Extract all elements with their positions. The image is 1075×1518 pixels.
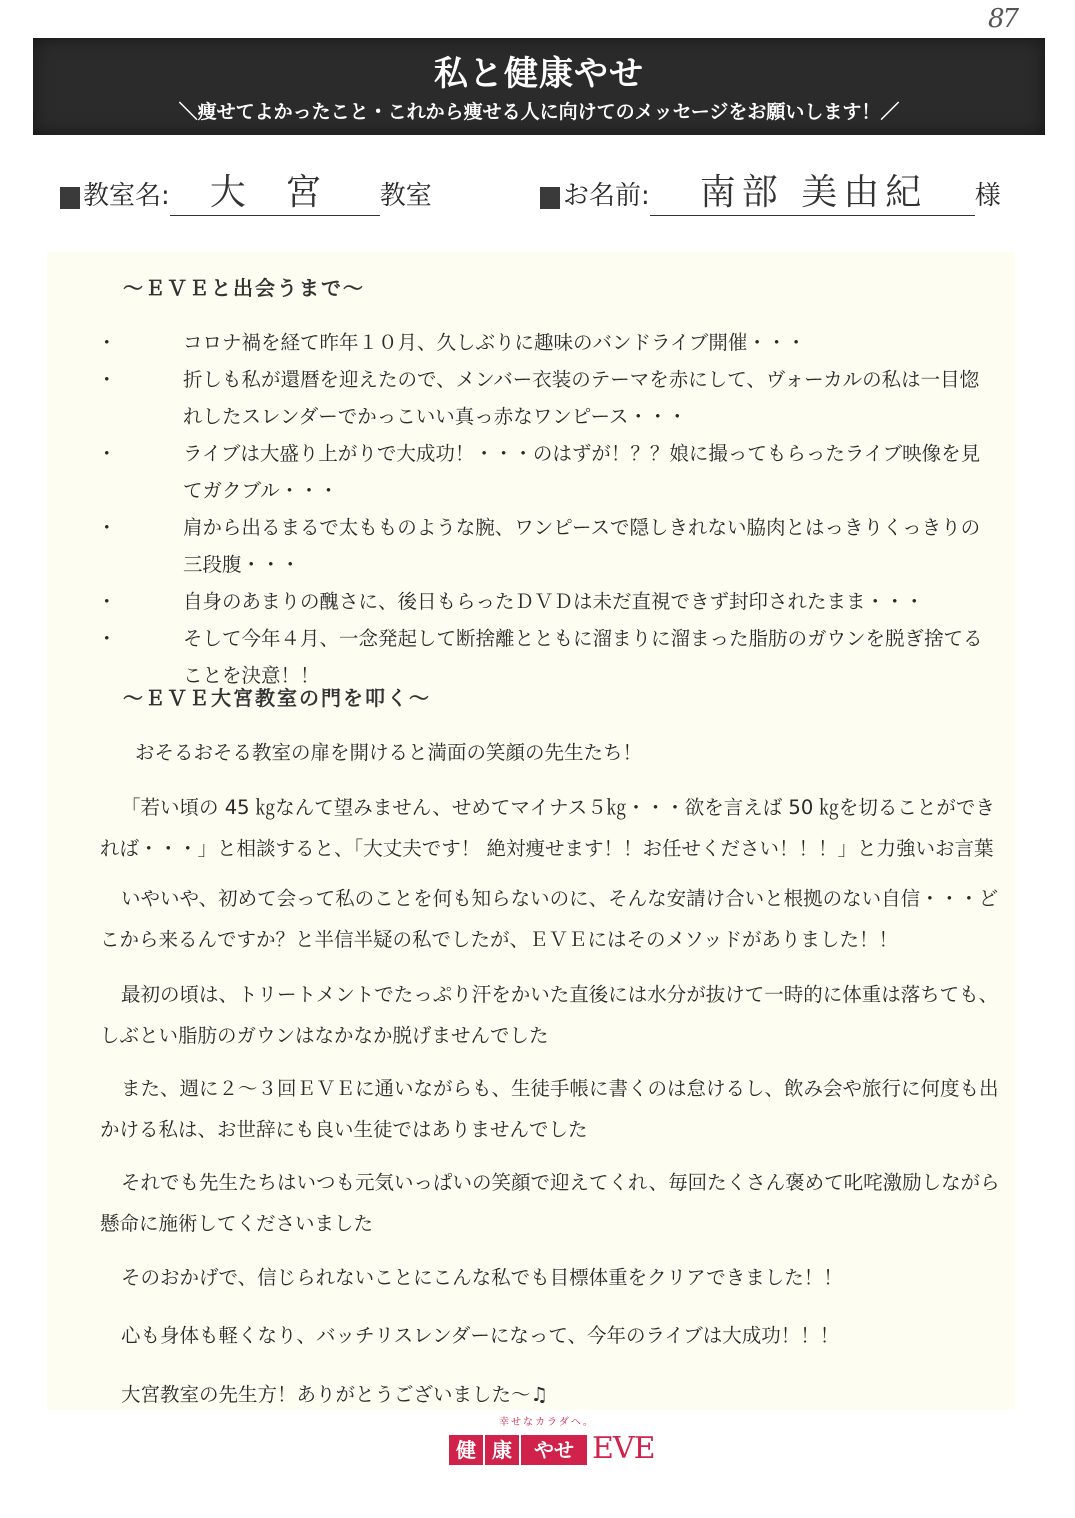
list-item-text: 肩から出るまるで太もものような腕、ワンピースで隠しきれない脇肉とはっきりくっきりの三段腹・・・ — [183, 516, 981, 576]
paragraph: それでも先生たちはいつも元気いっぱいの笑顔で迎えてくれ、毎回たくさん褒めて叱咤激励しながら懸命に施術してくださいました — [100, 1171, 1000, 1235]
square-bullet-icon — [540, 187, 560, 209]
list-item-text: そして今年４月、一念発起して断捨離とともに溜まりに溜まった脂肪のガウンを脱ぎ捨てることを決意！！ — [183, 627, 983, 687]
logo-tagline: 幸せなカラダへ。 — [499, 1417, 595, 1428]
name-value: 南部 美由紀 — [650, 171, 975, 216]
logo-eve-wordmark: EVE — [592, 1431, 655, 1466]
logo-box-ken: 健 — [449, 1435, 483, 1465]
form-info-row — [60, 170, 1020, 222]
paragraph: 大宮教室の先生方！ありがとうございました～♫ — [121, 1383, 548, 1406]
paragraph: おそるおそる教室の扉を開けると満面の笑顔の先生たち！ — [135, 741, 643, 764]
header-banner — [33, 38, 1045, 135]
paragraph: また、週に２～３回ＥＶＥに通いながらも、生徒手帳に書くのは怠けるし、飲み会や旅行に何度も出かける私は、お世辞にも良い生徒ではありませんでした — [100, 1077, 999, 1141]
bullet-dot-icon: ・ — [97, 516, 117, 539]
section-heading-before-eve: ～ＥＶＥと出会うまで～ — [123, 276, 365, 300]
classroom-value: 大 宮 — [170, 171, 380, 216]
name-label: お名前: — [563, 181, 650, 211]
list-item-text: ライブは大盛り上がりで大成功！・・・のはずが！？？娘に撮ってもらったライブ映像を見てガクブル・・・ — [183, 442, 981, 502]
logo-boxes — [449, 1435, 587, 1465]
list-item-text: 自身のあまりの醜さに、後日もらったＤＶＤは未だ直視できず封印されたまま・・・ — [183, 590, 925, 613]
list-item — [97, 324, 997, 361]
list-item — [97, 583, 997, 620]
paragraph: 心も身体も軽くなり、バッチリスレンダーになって、今年のライブは大成功！！！ — [121, 1324, 840, 1347]
list-item-text: コロナ禍を経て昨年１０月、久しぶりに趣味のバンドライブ開催・・・ — [183, 331, 806, 354]
classroom-suffix: 教室 — [379, 181, 432, 211]
paragraph: 「若い頃の 45 ㎏なんて望みません、せめてマイナス５㎏・・・欲を言えば 50 ㎏を切ることができれば・・・」と相談すると、「大丈夫です！ 絶対痩せます！！お任せください！！！」と力強いお言葉 — [100, 796, 995, 860]
brand-logo — [449, 1413, 655, 1473]
bullet-dot-icon: ・ — [97, 331, 117, 354]
classroom-field — [60, 170, 432, 222]
list-item-text: 折しも私が還暦を迎えたので、メンバー衣装のテーマを赤にして、ヴォーカルの私は一目惚れしたスレンダーでかっこいい真っ赤なワンピース・・・ — [183, 368, 980, 428]
bullet-dot-icon: ・ — [97, 627, 117, 650]
bullet-dot-icon: ・ — [97, 368, 117, 391]
name-suffix: 様 — [974, 181, 1001, 211]
bullet-dot-icon: ・ — [97, 590, 117, 613]
page-subtitle: ＼痩せてよかったこと・これから痩せる人に向けてのメッセージをお願いします！／ — [178, 101, 900, 123]
message-paper — [47, 252, 1015, 1410]
list-item — [97, 361, 997, 435]
paragraph: そのおかげで、信じられないことにこんな私でも目標体重をクリアできました！！ — [121, 1266, 843, 1289]
section-heading-knock-door: ～ＥＶＥ大宮教室の門を叩く～ — [123, 686, 431, 710]
logo-box-yase: やせ — [521, 1435, 587, 1465]
classroom-label: 教室名: — [83, 181, 170, 211]
square-bullet-icon — [60, 187, 80, 209]
page-number: 87 — [988, 4, 1018, 34]
paragraph: いやいや、初めて会って私のことを何も知らないのに、そんな安請け合いと根拠のない自信・・・どこから来るんですか？と半信半疑の私でしたが、ＥＶＥにはそのメソッドがありました！！ — [100, 887, 999, 951]
list-item — [97, 435, 997, 509]
name-field — [540, 170, 1001, 222]
bullet-dot-icon: ・ — [97, 442, 117, 465]
page-title: 私と健康やせ — [434, 54, 644, 94]
logo-box-kou: 康 — [485, 1435, 519, 1465]
list-item — [97, 509, 997, 583]
before-eve-list — [97, 324, 997, 694]
paragraph: 最初の頃は、トリートメントでたっぷり汗をかいた直後には水分が抜けて一時的に体重は落ちても、しぶとい脂肪のガウンはなかなか脱げませんでした — [100, 983, 999, 1047]
